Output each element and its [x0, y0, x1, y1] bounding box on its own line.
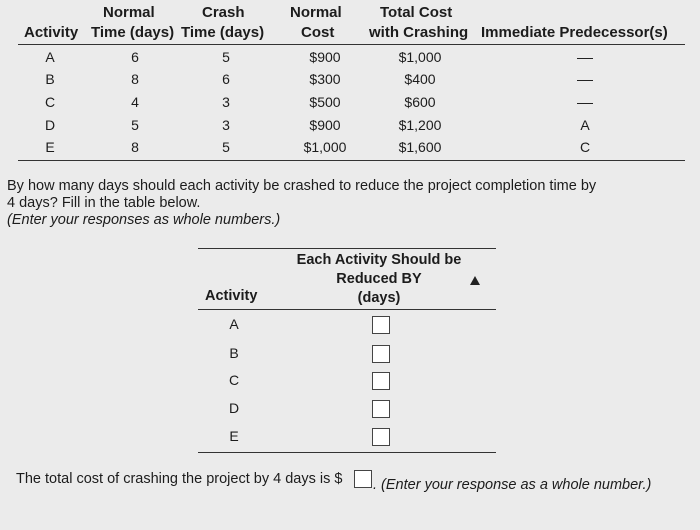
table-bottom-rule: [18, 160, 685, 161]
cell-crash-time: 3: [222, 94, 230, 110]
answer-header-activity: Activity: [205, 288, 258, 304]
header-normal-cost-line1: Normal: [290, 4, 342, 21]
cell-normal-time: 8: [131, 71, 139, 87]
cursor-arrow-icon: [470, 276, 480, 285]
answer-activity-label: E: [229, 428, 239, 444]
cell-activity: A: [45, 49, 55, 65]
answer-header-reduce-line1: Each Activity Should be: [296, 252, 462, 268]
answer-activity-label: A: [229, 316, 239, 332]
answer-table-header-rule: [198, 309, 496, 310]
question-line1: By how many days should each activity be crashed to reduce the project completion time by: [7, 178, 597, 194]
total-cost-input[interactable]: [354, 470, 372, 488]
cell-normal-cost: $900: [309, 49, 341, 65]
reduce-days-input-a[interactable]: [372, 316, 390, 334]
header-activity: Activity: [24, 24, 79, 41]
cell-normal-time: 5: [131, 117, 139, 133]
total-cost-suffix: . (Enter your response as a whole number.): [373, 477, 652, 493]
cell-crash-time: 5: [222, 49, 230, 65]
cell-crash-time: 6: [222, 71, 230, 87]
cell-predecessor: [570, 71, 600, 87]
cell-predecessor: [570, 94, 600, 110]
cell-activity: B: [45, 71, 55, 87]
cell-total-cost: $1,600: [398, 139, 442, 155]
dash-icon: [577, 80, 593, 82]
cell-crash-time: 5: [222, 139, 230, 155]
question-line2: 4 days? Fill in the table below.: [7, 195, 201, 211]
cell-total-cost: $1,200: [398, 117, 442, 133]
header-total-cost-line1: Total Cost: [380, 4, 453, 21]
cell-activity: D: [44, 117, 56, 133]
answer-table-top-rule: [198, 248, 496, 249]
reduce-days-input-e[interactable]: [372, 428, 390, 446]
table-header-rule: [18, 44, 685, 45]
cell-normal-time: 4: [131, 94, 139, 110]
reduce-days-input-c[interactable]: [372, 372, 390, 390]
cell-predecessor: C: [579, 139, 591, 155]
cell-normal-cost: $500: [309, 94, 341, 110]
answer-table-bottom-rule: [198, 452, 496, 453]
cell-predecessor: [570, 49, 600, 65]
answer-header-reduce-line3: (days): [357, 290, 401, 306]
answer-activity-label: B: [229, 345, 239, 361]
header-crash-time: Time (days): [181, 24, 265, 41]
answer-header-reduce-line2: Reduced BY: [336, 271, 422, 287]
cell-crash-time: 3: [222, 117, 230, 133]
cell-normal-time: 8: [131, 139, 139, 155]
cell-normal-cost: $1,000: [303, 139, 347, 155]
cell-normal-cost: $300: [309, 71, 341, 87]
cell-predecessor: A: [580, 117, 590, 133]
cell-normal-cost: $900: [309, 117, 341, 133]
cell-activity: E: [45, 139, 55, 155]
reduce-days-input-d[interactable]: [372, 400, 390, 418]
cell-activity: C: [44, 94, 56, 110]
header-normal-cost: Cost: [301, 24, 335, 41]
cell-total-cost: $600: [404, 94, 436, 110]
reduce-days-input-b[interactable]: [372, 345, 390, 363]
cell-normal-time: 6: [131, 49, 139, 65]
dash-icon: [577, 58, 593, 60]
header-predecessor: Immediate Predecessor(s): [481, 24, 668, 41]
header-crash-line1: Crash: [202, 4, 245, 21]
header-total-cost: with Crashing: [369, 24, 469, 41]
cell-total-cost: $400: [404, 71, 436, 87]
cell-total-cost: $1,000: [398, 49, 442, 65]
answer-activity-label: D: [228, 400, 240, 416]
total-cost-prefix: The total cost of crashing the project by 4 days is $: [16, 471, 343, 487]
header-normal-line1: Normal: [103, 4, 155, 21]
question-instructions: (Enter your responses as whole numbers.): [7, 212, 281, 228]
header-normal-time: Time (days): [91, 24, 175, 41]
dash-icon: [577, 103, 593, 105]
answer-activity-label: C: [228, 372, 240, 388]
